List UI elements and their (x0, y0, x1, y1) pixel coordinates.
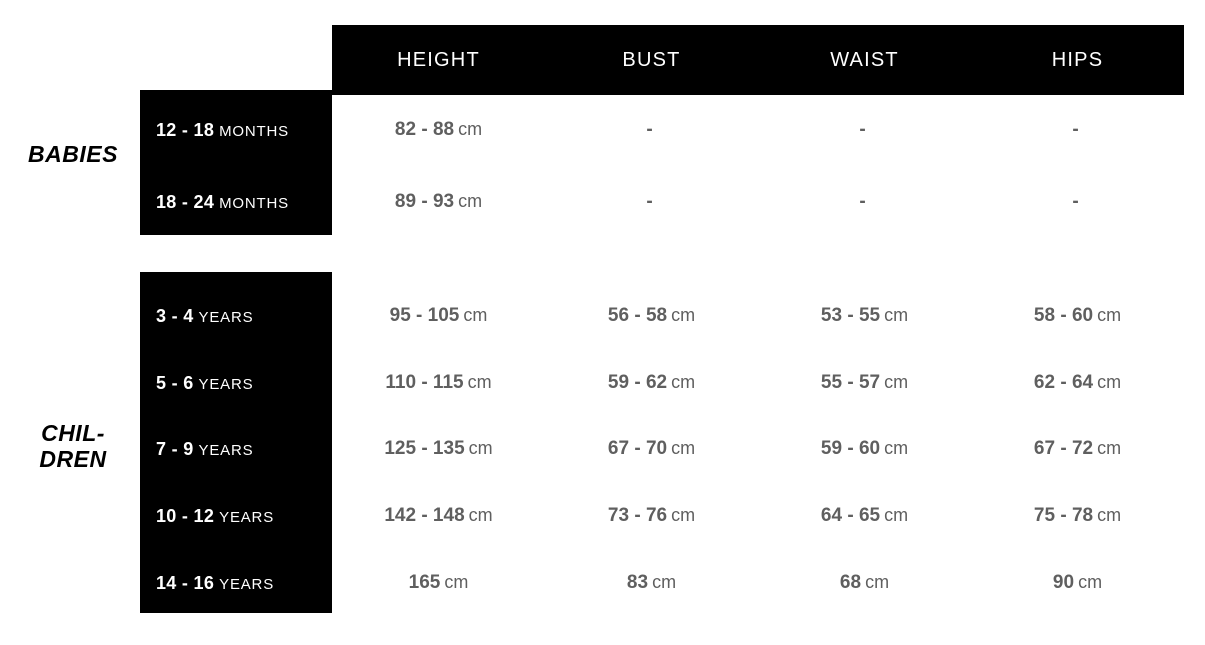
size-cell (140, 506, 332, 527)
measurement-value: - (1072, 191, 1079, 212)
measurement-value: 125 - 135 (384, 438, 465, 459)
measurement-value: 62 - 64 (1033, 372, 1094, 393)
size-cell (140, 306, 332, 327)
measurement-value: 89 - 93 (394, 191, 455, 212)
measurement-unit: cm (671, 305, 696, 325)
measurement-bust (545, 438, 758, 460)
measurement-height (332, 305, 545, 327)
table-row (140, 557, 1184, 609)
size-cell (140, 120, 332, 141)
measurement-waist (758, 119, 971, 141)
size-range: 10 - 12 (156, 505, 215, 526)
size-range: 12 - 18 (156, 119, 215, 140)
measurement-bust (545, 505, 758, 527)
measurement-unit: cm (865, 572, 890, 592)
size-unit: YEARS (198, 375, 254, 393)
measurement-value: 64 - 65 (820, 505, 881, 526)
measurement-value: 59 - 60 (820, 438, 881, 459)
column-header-bust: BUST (622, 48, 681, 71)
measurement-value: - (646, 191, 653, 212)
measurement-waist (758, 305, 971, 327)
size-cell (140, 439, 332, 460)
measurement-value: - (1072, 119, 1079, 140)
measurement-hips (971, 505, 1184, 527)
size-unit: MONTHS (219, 194, 289, 212)
table-row (140, 357, 1184, 409)
measurement-value: 55 - 57 (820, 372, 881, 393)
measurement-bust (545, 305, 758, 327)
measurement-hips (971, 305, 1184, 327)
size-unit: YEARS (198, 308, 254, 326)
table-row (140, 423, 1184, 475)
measurement-value: 82 - 88 (394, 119, 455, 140)
measurement-height (332, 119, 545, 141)
measurement-waist (758, 572, 971, 594)
table-row (140, 290, 1184, 342)
measurement-hips (971, 191, 1184, 213)
column-header-height: HEIGHT (397, 48, 480, 71)
measurement-hips (971, 372, 1184, 394)
column-header-hips: HIPS (1051, 48, 1104, 71)
measurement-value: 75 - 78 (1033, 505, 1094, 526)
size-cell (140, 373, 332, 394)
measurement-value: 90 (1052, 572, 1075, 593)
size-unit: YEARS (198, 441, 254, 459)
measurement-height (332, 191, 545, 213)
size-unit: MONTHS (219, 122, 289, 140)
measurement-value: 110 - 115 (385, 372, 464, 393)
size-unit: YEARS (219, 508, 274, 526)
measurement-value: 56 - 58 (607, 305, 668, 326)
measurement-unit: cm (884, 305, 909, 325)
table-row (140, 176, 1184, 228)
column-header-waist: WAIST (830, 48, 899, 71)
measurement-unit: cm (467, 372, 492, 392)
measurement-unit: cm (652, 572, 677, 592)
measurement-value: 83 (626, 572, 649, 593)
measurement-value: - (646, 119, 653, 140)
measurement-height (332, 505, 545, 527)
measurement-waist (758, 191, 971, 213)
size-range: 7 - 9 (156, 438, 194, 459)
measurement-value: 67 - 72 (1033, 438, 1094, 459)
measurement-unit: cm (468, 505, 493, 525)
measurement-value: 67 - 70 (607, 438, 668, 459)
measurement-waist (758, 505, 971, 527)
measurement-waist (758, 438, 971, 460)
measurement-unit: cm (1078, 572, 1103, 592)
group-label-children: CHIL- DREN (39, 420, 107, 473)
measurement-height (332, 438, 545, 460)
measurement-height (332, 372, 545, 394)
size-range: 3 - 4 (156, 305, 194, 326)
measurement-unit: cm (458, 119, 483, 139)
measurement-unit: cm (1097, 438, 1122, 458)
measurement-unit: cm (884, 505, 909, 525)
size-cell (140, 192, 332, 213)
measurement-value: - (859, 191, 866, 212)
measurement-unit: cm (1097, 505, 1122, 525)
measurement-value: 95 - 105 (389, 305, 460, 326)
measurement-value: 165 (408, 572, 441, 593)
measurement-waist (758, 372, 971, 394)
measurement-unit: cm (671, 372, 696, 392)
size-range: 5 - 6 (156, 372, 194, 393)
measurement-unit: cm (463, 305, 488, 325)
measurement-unit: cm (458, 191, 483, 211)
measurement-hips (971, 119, 1184, 141)
size-cell (140, 573, 332, 594)
measurement-value: 73 - 76 (607, 505, 668, 526)
measurement-unit: cm (468, 438, 493, 458)
measurement-bust (545, 191, 758, 213)
group-label-babies: BABIES (28, 141, 118, 167)
measurement-value: - (859, 119, 866, 140)
measurement-bust (545, 119, 758, 141)
table-row (140, 490, 1184, 542)
table-header (332, 25, 1184, 95)
measurement-hips (971, 572, 1184, 594)
measurement-value: 59 - 62 (607, 372, 668, 393)
measurement-bust (545, 572, 758, 594)
table-row (140, 104, 1184, 156)
size-unit: YEARS (219, 575, 274, 593)
measurement-unit: cm (671, 505, 696, 525)
measurement-unit: cm (1097, 305, 1122, 325)
measurement-value: 53 - 55 (820, 305, 881, 326)
measurement-unit: cm (1097, 372, 1122, 392)
measurement-value: 58 - 60 (1033, 305, 1094, 326)
measurement-unit: cm (444, 572, 469, 592)
measurement-unit: cm (884, 438, 909, 458)
measurement-unit: cm (671, 438, 696, 458)
measurement-height (332, 572, 545, 594)
measurement-unit: cm (884, 372, 909, 392)
measurement-value: 68 (839, 572, 862, 593)
size-range: 14 - 16 (156, 572, 215, 593)
measurement-hips (971, 438, 1184, 460)
measurement-value: 142 - 148 (384, 505, 465, 526)
measurement-bust (545, 372, 758, 394)
size-range: 18 - 24 (156, 191, 215, 212)
